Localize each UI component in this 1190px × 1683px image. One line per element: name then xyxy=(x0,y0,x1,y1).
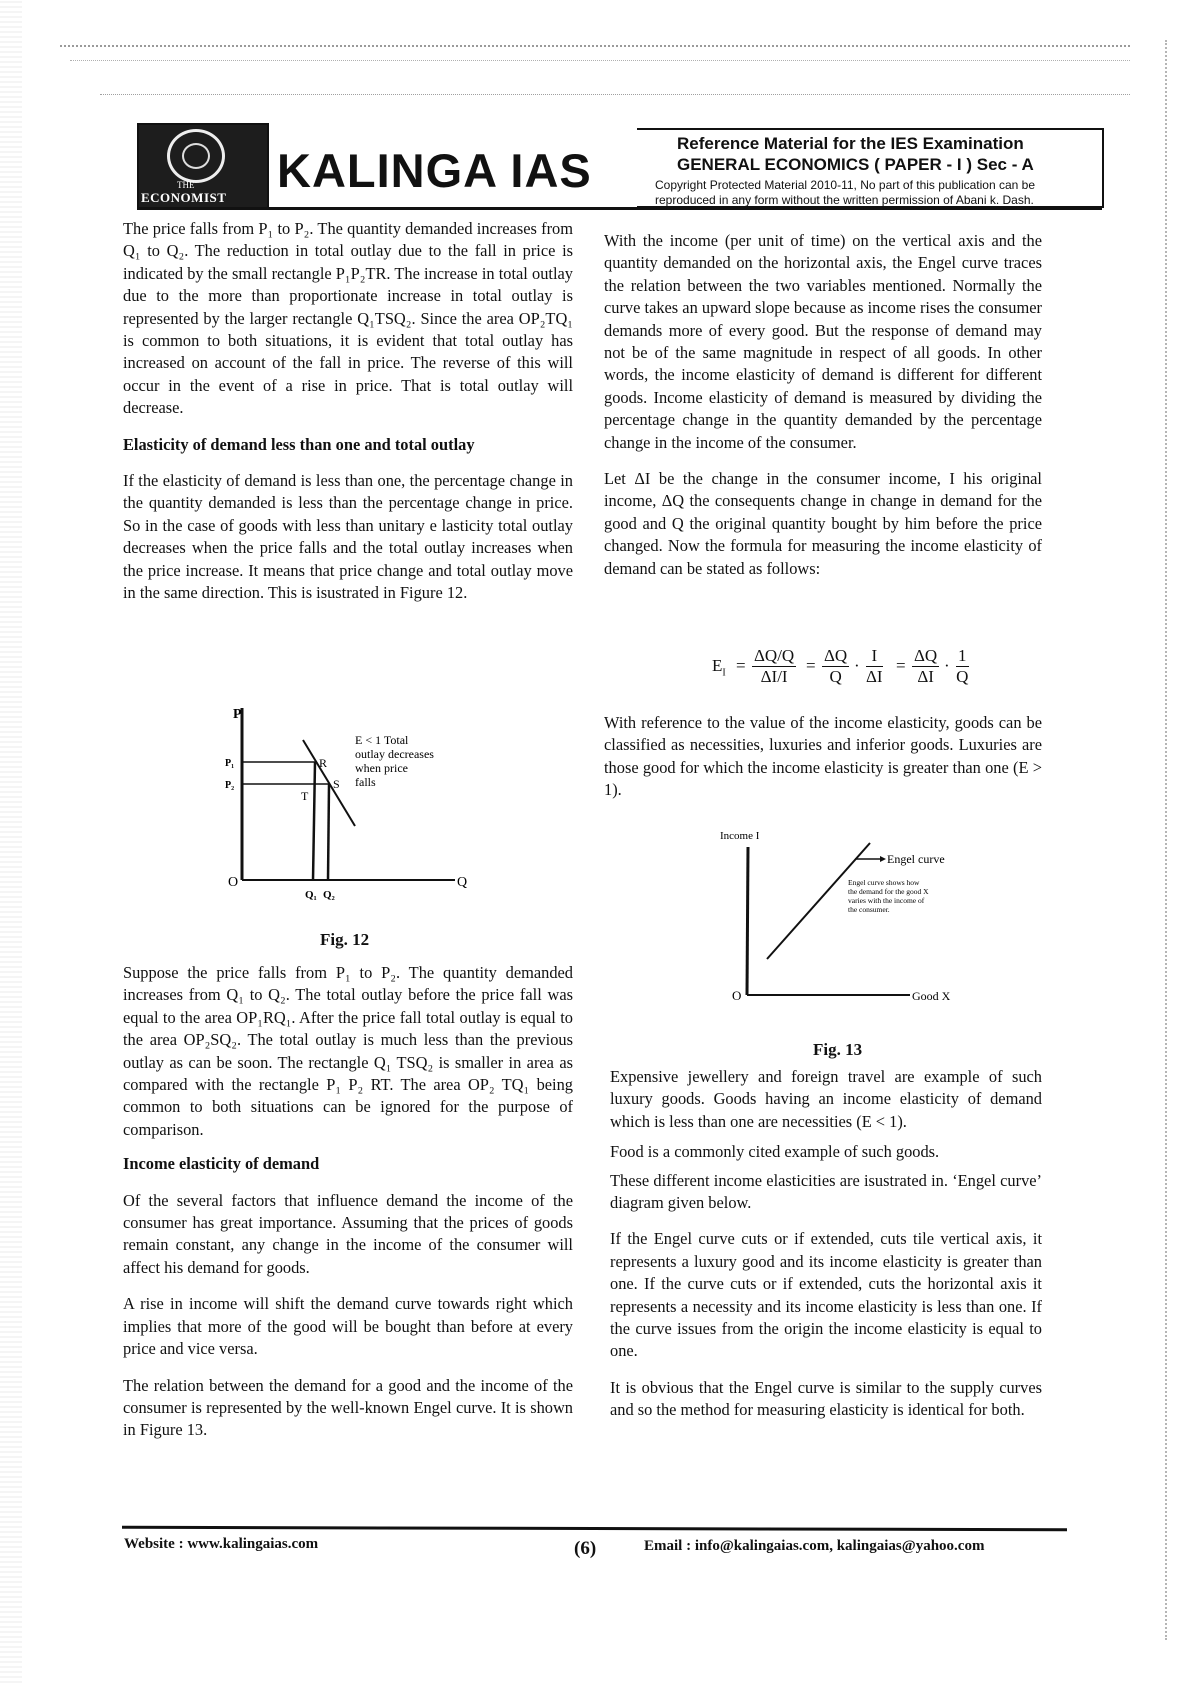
paragraph: Food is a commonly cited example of such goods. xyxy=(610,1142,940,1162)
note: the demand for the good X xyxy=(848,887,929,896)
origin-label: O xyxy=(228,875,239,890)
scan-artifact xyxy=(100,94,1130,96)
q2-label: Q₂ xyxy=(323,889,335,900)
paper-title: GENERAL ECONOMICS ( PAPER - I ) Sec - A xyxy=(677,155,1034,174)
paragraph: The relation between the demand for a good and the income of the consumer is represented by the well-known Engel curve. It is shown in Figure 13. xyxy=(123,1375,573,1440)
right-column-block-3 xyxy=(610,1066,1042,1422)
divider xyxy=(137,207,1102,210)
formula-lhs-sub: I xyxy=(722,667,726,679)
note: the consumer. xyxy=(848,905,890,914)
scan-edge xyxy=(0,0,22,1683)
paragraph: It is obvious that the Engel curve is similar to the supply curves and so the method for measuring elasticity is identical for both. xyxy=(610,1377,1042,1420)
curve-label: Engel curve xyxy=(887,852,945,866)
formula-lhs: E xyxy=(712,656,723,675)
p1-label: P₁ xyxy=(225,758,235,769)
figure-13 xyxy=(720,825,980,1005)
scan-edge xyxy=(1165,40,1179,1640)
note: Engel curve shows how xyxy=(848,878,920,887)
logo-economist: ECONOMIST xyxy=(141,190,227,205)
annotation: when price xyxy=(355,761,408,775)
point-r-label: R xyxy=(319,756,328,770)
income-elasticity-formula xyxy=(680,646,1000,692)
section-heading: Income elasticity of demand xyxy=(123,1154,320,1174)
logo-the: THE xyxy=(177,180,195,190)
formula-equals: = xyxy=(896,656,906,675)
formula-term: ΔQ Q xyxy=(824,646,848,686)
left-column-block-2 xyxy=(123,962,573,1442)
logo xyxy=(137,123,269,210)
paragraph: The price falls from P₁ to P₂. The quantity demanded increases from Q₁ to Q₂. The reduction in total outlay due to the fall in price is indicated by the small rectangle P₁P₂TR. The increase in total outlay due to the more than proportionate increase in total outlay is represented by the larger rectangle Q₁TSQ₂. Since the area OP₂TQ₁ is common to both situations, it is evident that total outlay has increased on account of the fall in price. The reverse of this will occur in the event of a rise in price. That is total outlay will decrease. xyxy=(123,219,573,418)
formula-equals: = xyxy=(736,656,746,675)
x-axis-label: Q xyxy=(457,875,468,890)
note: varies with the income of xyxy=(848,896,925,905)
point-s-label: S xyxy=(333,777,340,791)
scan-artifact xyxy=(60,45,1130,49)
paragraph: With reference to the value of the income elasticity, goods can be classified as necessities, luxuries and inferior goods. Luxuries are those good for which the income elasticity is greater than one (E > 1). xyxy=(604,713,1042,800)
origin-label: O xyxy=(732,988,742,1003)
right-column-block-2 xyxy=(604,712,1042,802)
annotation: falls xyxy=(355,775,376,789)
paragraph: Of the several factors that influence demand the income of the consumer has great importance. Assuming that the prices of goods remain constant, any change in the income of the consumer will affect his demand for goods. xyxy=(123,1190,573,1277)
reference-title: Reference Material for the IES Examination xyxy=(677,134,1024,153)
point-t-label: T xyxy=(301,789,309,803)
page-number: (6) xyxy=(574,1538,597,1559)
left-column-block-1 xyxy=(123,218,573,605)
section-heading: Elasticity of demand less than one and total outlay xyxy=(123,434,475,454)
formula-dot: · xyxy=(854,656,860,675)
formula-term: I ΔI xyxy=(866,646,883,686)
y-axis-label: Income I xyxy=(720,830,760,842)
x-axis-label: Good X xyxy=(912,989,951,1003)
brand-title: KALINGA IAS xyxy=(277,144,592,197)
formula-term: 1 Q xyxy=(956,646,969,686)
figure-12 xyxy=(225,700,485,900)
right-column-block-1 xyxy=(604,230,1042,580)
formula-term: ΔQ ΔI xyxy=(914,646,938,686)
formula-equals: = xyxy=(806,656,816,675)
figure-caption: Fig. 12 xyxy=(320,930,370,949)
paragraph: With the income (per unit of time) on the vertical axis and the quantity demanded on the horizontal axis, the Engel curve traces the relation between the two variables mentioned. Normally the curve takes an upward slope because as income rises the consumer demands more of every good. But the response of demand may not be of the same magnitude in respect of all goods. In other words, the income elasticity of demand is different for different goods. Income elasticity of demand is measured by dividing the percentage change in the quantity demanded by the percentage change in the income of the consumer. xyxy=(604,231,1042,452)
annotation: E < 1 Total xyxy=(355,733,409,747)
paragraph: If the elasticity of demand is less than one, the percentage change in the quantity demanded is less than the percentage change in price. So in the case of goods with less than unitary e lasticity total outlay decreases when the price falls and the total outlay increases when the price increase. It means that price change and total outlay move in the same direction. This is isustrated in Figure 12. xyxy=(123,471,573,603)
copyright-line: reproduced in any form without the written permission of Abani k. Dash. xyxy=(655,193,1034,207)
footer-email-link[interactable]: Email : info@kalingaias.com, kalingaias@yahoo.com xyxy=(644,1538,985,1554)
paragraph: These different income elasticities are isustrated in. ‘Engel curve’ diagram given below. xyxy=(610,1170,1042,1213)
reference-box xyxy=(607,128,1102,208)
formula-term: ΔQ/Q ΔI/I xyxy=(754,646,795,686)
page-header xyxy=(137,121,1102,207)
paragraph: A rise in income will shift the demand curve towards right which implies that more of the good will be bought than before at every price and vice versa. xyxy=(123,1294,573,1359)
p2-label: P₂ xyxy=(225,780,235,791)
scan-artifact xyxy=(70,60,1130,62)
y-axis-label: P xyxy=(233,707,242,722)
annotation: outlay decreases xyxy=(355,747,434,761)
seal-icon xyxy=(167,129,225,183)
copyright-line: Copyright Protected Material 2010-11, No part of this publication can be xyxy=(655,178,1035,192)
figure-caption: Fig. 13 xyxy=(813,1040,863,1059)
paragraph: Expensive jewellery and foreign travel are example of such luxury goods. Goods having an income elasticity of demand which is less than one are necessities (E < 1). xyxy=(610,1067,1042,1131)
paragraph: Suppose the price falls from P₁ to P₂. The quantity demanded increases from Q₁ to Q₂. The total outlay before the price fall was equal to the area OP₁RQ₁. After the price fall total outlay is equal to the area OP₂SQ₂. The total outlay is much less than the previous outlay as can be soon. The rectangle Q₁ TSQ₂ is smaller in area as compared with the rectangle P₁ P₂ RT. The area OP₂ TQ₁ being common to both situations can be ignored for the purpose of comparison. xyxy=(123,963,573,1139)
divider xyxy=(122,1526,1067,1531)
paragraph: Let ΔI be the change in the consumer income, I his original income, ΔQ the consequents change in change in demand for the good and Q the original quantity bought by him before the price changed. Now the formula for measuring the income elasticity of demand can be stated as follows: xyxy=(604,469,1042,578)
paragraph: If the Engel curve cuts or if extended, cuts tile vertical axis, it represents a luxury good and its income elasticity is greater than one. If the curve cuts or if extended, cuts the horizontal axis it represents a necessity and its income elasticity is less than one. If the curve issues from the origin the income elasticity is equal to one. xyxy=(610,1229,1042,1361)
footer-website-link[interactable]: Website : www.kalingaias.com xyxy=(124,1536,319,1552)
q1-label: Q₁ xyxy=(305,889,317,900)
formula-dot: · xyxy=(944,656,950,675)
